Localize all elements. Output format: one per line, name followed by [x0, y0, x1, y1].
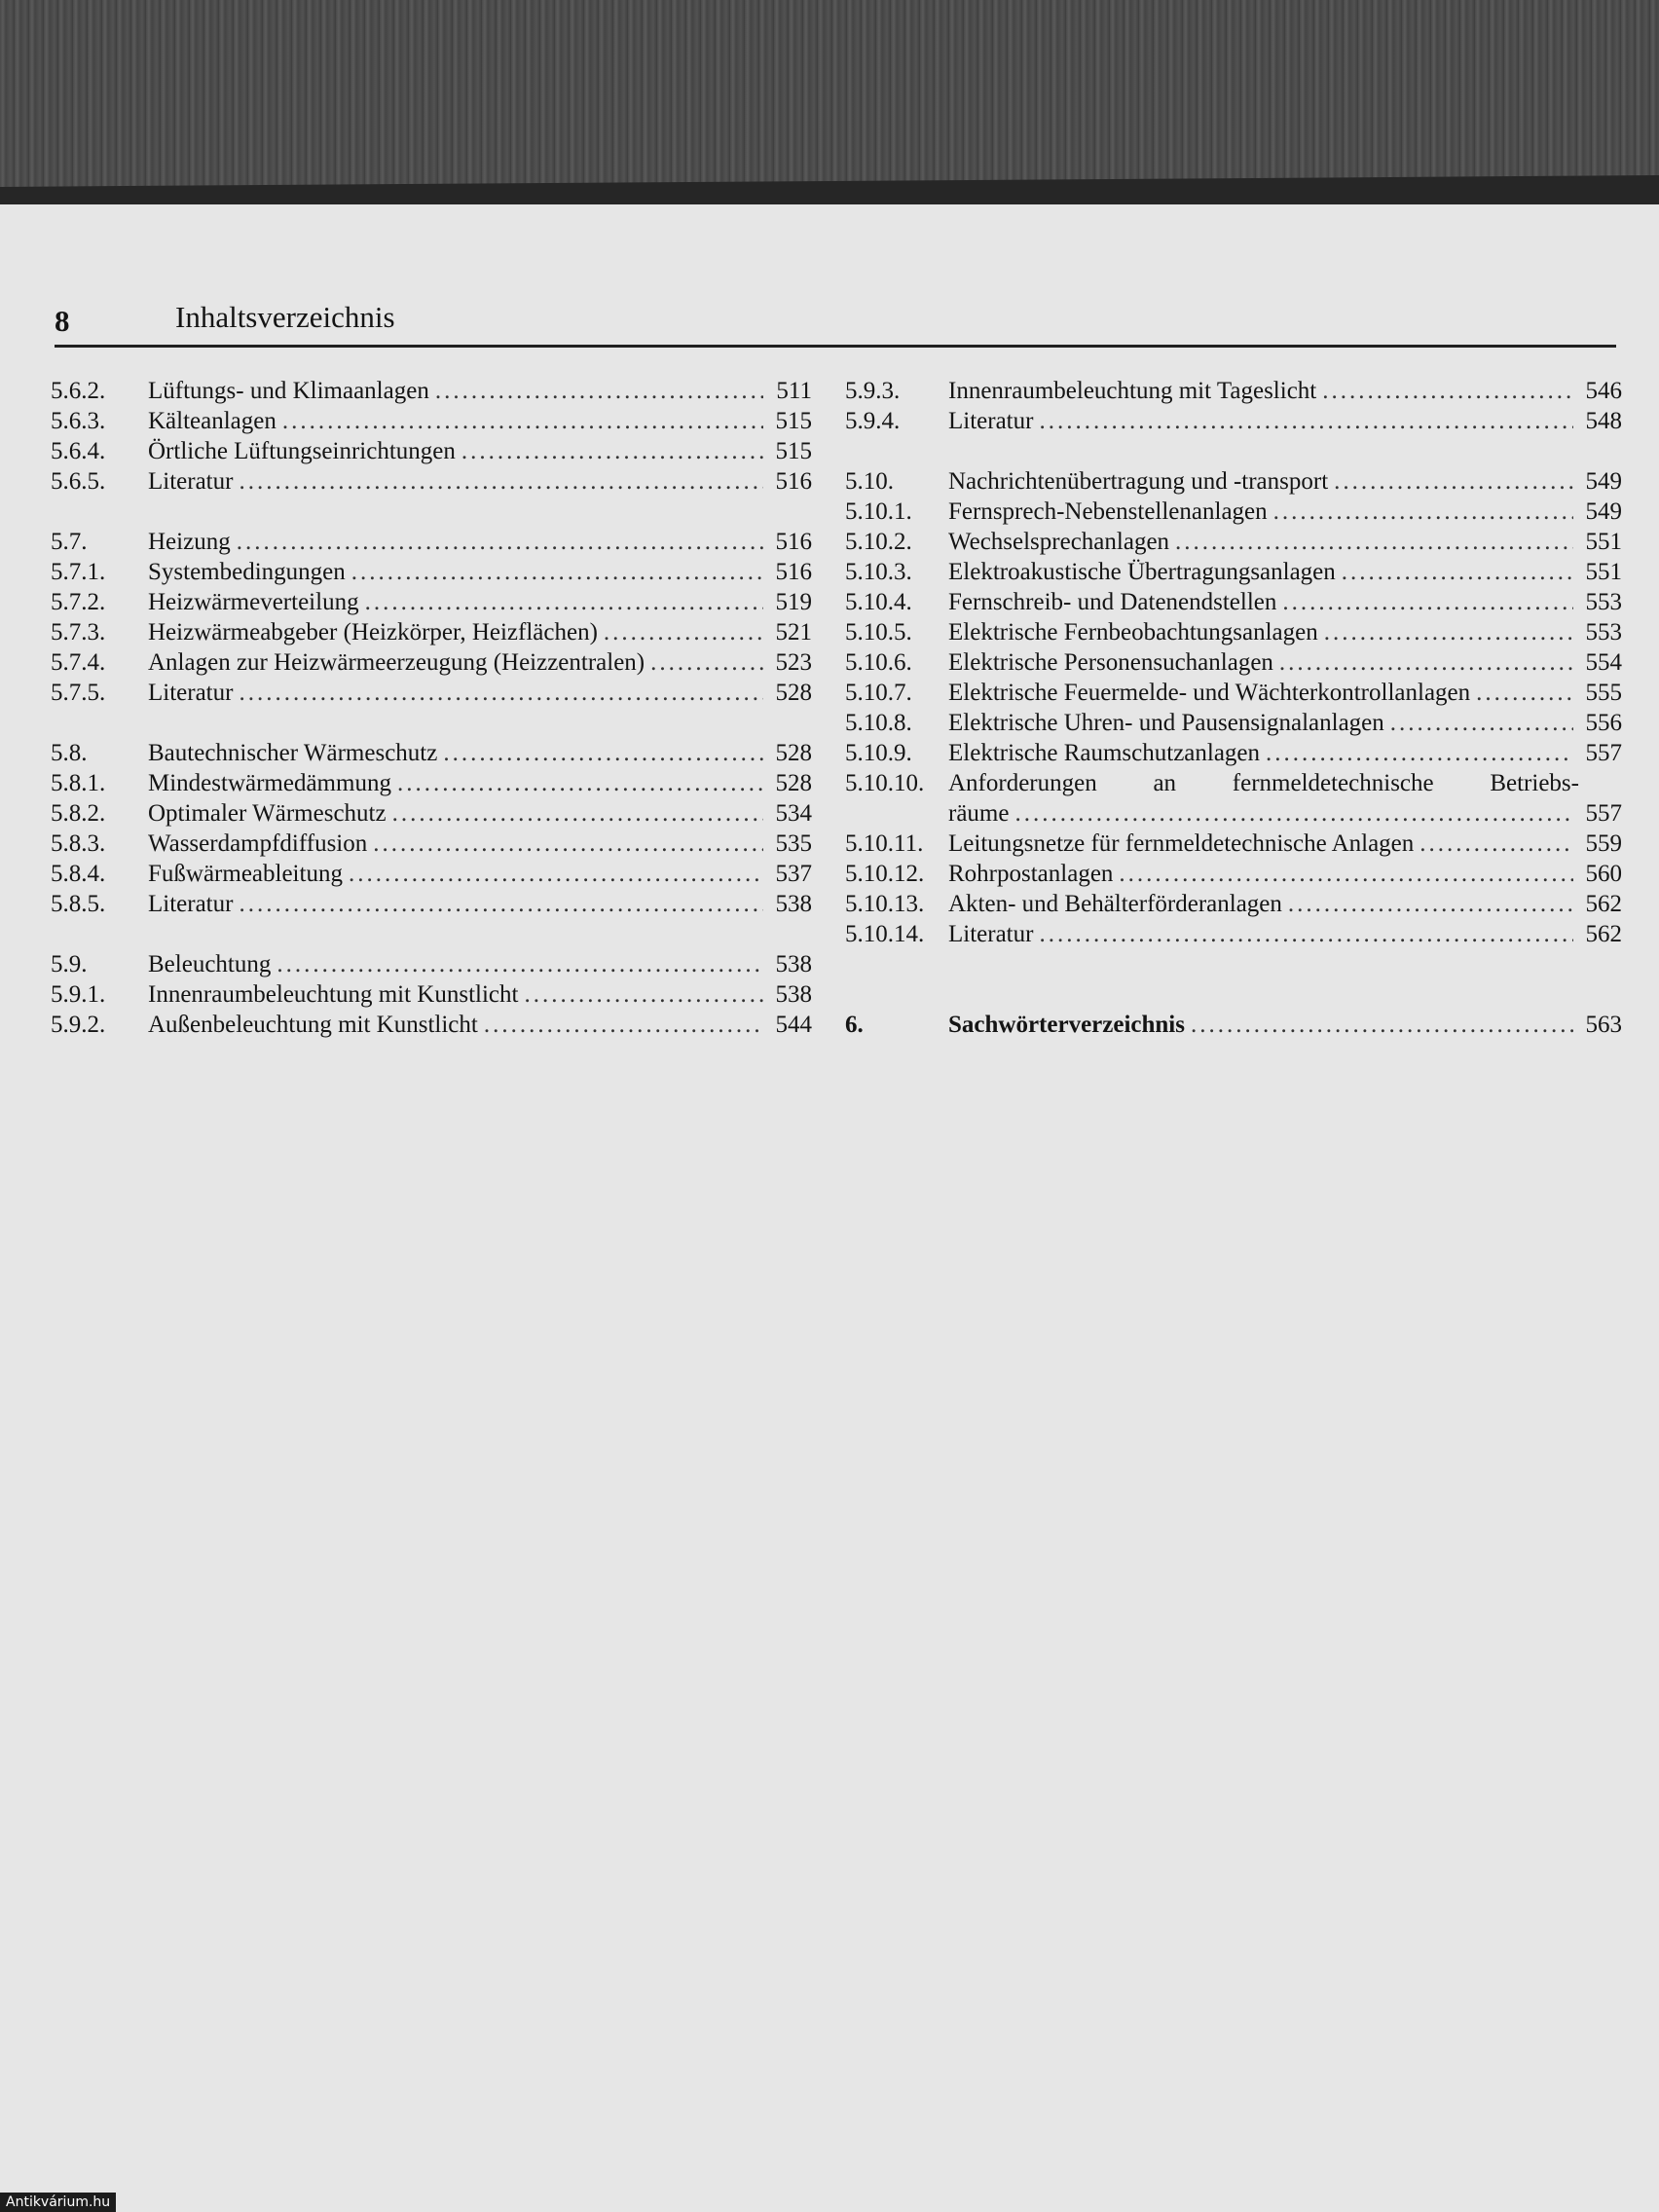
dot-leader	[349, 859, 763, 889]
toc-entry[interactable]	[845, 376, 1622, 406]
dot-leader	[1476, 678, 1573, 708]
toc-number: 5.10.1.	[845, 498, 912, 525]
toc-number: 5.9.2.	[51, 1012, 106, 1038]
toc-page: 563	[1585, 1012, 1622, 1038]
toc-number: 5.8.3.	[51, 830, 106, 857]
toc-number: 5.9.4.	[845, 408, 901, 434]
dot-leader	[397, 768, 763, 798]
toc-page: 562	[1585, 891, 1622, 917]
toc-page: 537	[775, 861, 812, 887]
toc-page: 562	[1585, 921, 1622, 947]
toc-number: 5.7.1.	[51, 559, 106, 585]
toc-title: Literatur	[148, 680, 234, 706]
toc-title-word: Betriebs-	[1490, 770, 1579, 796]
toc-number: 5.10.2.	[845, 529, 912, 555]
toc-page: 519	[775, 589, 812, 615]
toc-entry[interactable]	[51, 889, 812, 919]
toc-title-word: Anforderungen	[948, 770, 1097, 796]
toc-right-column	[845, 376, 1622, 1040]
toc-number: 5.9.3.	[845, 378, 901, 404]
toc-number: 5.10.6.	[845, 649, 912, 676]
toc-entry[interactable]	[845, 919, 1622, 949]
toc-page: 516	[775, 559, 812, 585]
toc-title: Elektrische Personensuchanlagen	[948, 649, 1273, 676]
toc-entry[interactable]	[51, 436, 812, 466]
dot-leader	[1039, 919, 1573, 949]
toc-entry[interactable]	[51, 768, 812, 798]
toc-title: Optimaler Wärmeschutz	[148, 800, 387, 827]
toc-number: 5.6.2.	[51, 378, 106, 404]
toc-entry[interactable]	[845, 557, 1622, 587]
toc-number: 5.6.3.	[51, 408, 106, 434]
toc-title-word: fernmeldetechnische	[1232, 770, 1434, 796]
toc-title: Systembedingungen	[148, 559, 346, 585]
toc-entry[interactable]	[845, 889, 1622, 919]
toc-title-line1	[948, 768, 1579, 798]
toc-title: Elektrische Feuermelde- und Wächterkontrollanlagen	[948, 680, 1471, 706]
dot-leader	[1039, 406, 1573, 436]
toc-number: 5.10.	[845, 468, 894, 495]
toc-title: Rohrpostanlagen	[948, 861, 1114, 887]
toc-number: 5.7.	[51, 529, 88, 555]
dot-leader	[373, 829, 763, 859]
dot-leader	[1419, 829, 1573, 859]
dot-leader	[1266, 738, 1573, 768]
toc-page: 528	[775, 680, 812, 706]
toc-number: 5.7.2.	[51, 589, 106, 615]
toc-title: Leitungsnetze für fernmeldetechnische Anlagen	[948, 830, 1415, 857]
toc-entry[interactable]	[845, 1010, 1622, 1040]
toc-entry-wrapped-line2[interactable]	[845, 798, 1622, 829]
toc-entry[interactable]	[845, 466, 1622, 497]
toc-entry[interactable]	[51, 406, 812, 436]
toc-page: 535	[775, 830, 812, 857]
toc-page: 538	[775, 891, 812, 917]
toc-entry[interactable]	[51, 617, 812, 647]
toc-number: 5.10.10.	[845, 770, 925, 796]
toc-entry[interactable]	[845, 647, 1622, 678]
toc-entry[interactable]	[51, 738, 812, 768]
dot-leader	[351, 557, 763, 587]
dot-leader	[1342, 557, 1573, 587]
toc-number: 5.10.7.	[845, 680, 912, 706]
toc-page: 556	[1585, 710, 1622, 736]
toc-page: 516	[775, 529, 812, 555]
toc-left-column	[51, 376, 812, 1040]
toc-page: 546	[1585, 378, 1622, 404]
dot-leader	[239, 678, 763, 708]
toc-title: Sachwörterverzeichnis	[948, 1012, 1185, 1038]
page-header	[55, 300, 1616, 348]
toc-page: 511	[776, 378, 812, 404]
toc-page: 544	[775, 1012, 812, 1038]
dot-leader	[1390, 708, 1573, 738]
dot-leader	[443, 738, 763, 768]
toc-number: 5.6.5.	[51, 468, 106, 495]
toc-page: 554	[1585, 649, 1622, 676]
toc-page: 516	[775, 468, 812, 495]
toc-page: 523	[775, 649, 812, 676]
toc-number: 5.10.8.	[845, 710, 912, 736]
toc-page: 549	[1585, 468, 1622, 495]
toc-number: 5.6.4.	[51, 438, 106, 464]
dot-leader	[1273, 497, 1573, 527]
toc-page: 548	[1585, 408, 1622, 434]
toc-entry[interactable]	[51, 647, 812, 678]
toc-title: Elektroakustische Übertragungsanlagen	[948, 559, 1336, 585]
toc-number: 5.8.	[51, 740, 88, 766]
toc-entry[interactable]	[51, 527, 812, 557]
toc-entry[interactable]	[51, 1010, 812, 1040]
toc-number: 6.	[845, 1012, 864, 1038]
toc-number: 5.7.4.	[51, 649, 106, 676]
toc-title: Heizwärmeabgeber (Heizkörper, Heizflächen)	[148, 619, 598, 645]
dot-leader	[237, 527, 763, 557]
dot-leader	[1282, 587, 1573, 617]
toc-page: 559	[1585, 830, 1622, 857]
toc-page: 538	[775, 981, 812, 1008]
toc-entry-wrapped-line1[interactable]	[845, 768, 1622, 798]
toc-entry[interactable]	[845, 527, 1622, 557]
toc-title: Örtliche Lüftungseinrichtungen	[148, 438, 456, 464]
dot-leader	[461, 436, 763, 466]
toc-entry[interactable]	[845, 829, 1622, 859]
toc-entry[interactable]	[51, 949, 812, 979]
toc-page: 549	[1585, 498, 1622, 525]
dot-leader	[524, 979, 763, 1010]
toc-entry[interactable]	[51, 557, 812, 587]
toc-title: Heizung	[148, 529, 231, 555]
toc-page: 534	[775, 800, 812, 827]
toc-page: 521	[775, 619, 812, 645]
running-title: Inhaltsverzeichnis	[175, 300, 395, 334]
toc-page: 560	[1585, 861, 1622, 887]
toc-number: 5.8.1.	[51, 770, 106, 796]
dot-leader	[239, 466, 763, 497]
toc-entry[interactable]	[845, 617, 1622, 647]
toc-title-line2: räume	[948, 800, 1010, 827]
toc-title: Kälteanlagen	[148, 408, 276, 434]
toc-entry[interactable]	[845, 708, 1622, 738]
toc-title: Elektrische Uhren- und Pausensignalanlagen	[948, 710, 1384, 736]
toc-page: 553	[1585, 619, 1622, 645]
toc-page: 528	[775, 770, 812, 796]
toc-entry[interactable]	[845, 497, 1622, 527]
toc-title: Lüftungs- und Klimaanlagen	[148, 378, 429, 404]
toc-page: 515	[775, 408, 812, 434]
dot-leader	[1288, 889, 1573, 919]
dot-leader	[435, 376, 763, 406]
toc-entry[interactable]	[51, 678, 812, 708]
toc-title: Außenbeleuchtung mit Kunstlicht	[148, 1012, 478, 1038]
toc-title: Literatur	[148, 891, 234, 917]
toc-entry[interactable]	[51, 829, 812, 859]
toc-number: 5.7.3.	[51, 619, 106, 645]
toc-entry[interactable]	[51, 798, 812, 829]
toc-title: Fußwärmeableitung	[148, 861, 343, 887]
toc-page: 551	[1585, 529, 1622, 555]
toc-number: 5.9.	[51, 951, 88, 977]
toc-number: 5.8.5.	[51, 891, 106, 917]
toc-number: 5.7.5.	[51, 680, 106, 706]
toc-title: Heizwärmeverteilung	[148, 589, 359, 615]
toc-number: 5.8.4.	[51, 861, 106, 887]
toc-title: Mindestwärmedämmung	[148, 770, 391, 796]
toc-title: Elektrische Fernbeobachtungsanlagen	[948, 619, 1318, 645]
toc-title: Fernschreib- und Datenendstellen	[948, 589, 1277, 615]
toc-title: Literatur	[148, 468, 234, 495]
toc-page: 553	[1585, 589, 1622, 615]
dot-leader	[276, 949, 763, 979]
toc-title: Wasserdampfdiffusion	[148, 830, 368, 857]
toc-page: 557	[1585, 740, 1622, 766]
toc-title: Innenraumbeleuchtung mit Tageslicht	[948, 378, 1317, 404]
toc-number: 5.9.1.	[51, 981, 106, 1008]
toc-title: Beleuchtung	[148, 951, 272, 977]
dot-leader	[1334, 466, 1573, 497]
toc-title: Anlagen zur Heizwärmeerzeugung (Heizzentralen)	[148, 649, 645, 676]
toc-number: 5.10.4.	[845, 589, 912, 615]
toc-title: Bautechnischer Wärmeschutz	[148, 740, 438, 766]
toc-title: Fernsprech-Nebenstellenanlagen	[948, 498, 1268, 525]
dot-leader	[392, 798, 763, 829]
book-page	[0, 204, 1659, 2212]
dot-leader	[1279, 647, 1573, 678]
toc-entry[interactable]	[845, 587, 1622, 617]
toc-number: 5.10.12.	[845, 861, 925, 887]
toc-title: Wechselsprechanlagen	[948, 529, 1170, 555]
toc-entry[interactable]	[51, 859, 812, 889]
toc-entry[interactable]	[845, 859, 1622, 889]
toc-number: 5.10.14.	[845, 921, 925, 947]
dot-leader	[1119, 859, 1573, 889]
toc-number: 5.10.5.	[845, 619, 912, 645]
toc-title: Literatur	[948, 921, 1034, 947]
toc-entry[interactable]	[51, 466, 812, 497]
toc-page: 555	[1585, 680, 1622, 706]
dot-leader	[484, 1010, 763, 1040]
dot-leader	[1191, 1010, 1573, 1040]
dot-leader	[1014, 798, 1573, 829]
toc-title: Innenraumbeleuchtung mit Kunstlicht	[148, 981, 519, 1008]
dot-leader	[604, 617, 763, 647]
dot-leader	[1324, 617, 1573, 647]
dot-leader	[1175, 527, 1573, 557]
dot-leader	[1322, 376, 1573, 406]
toc-entry[interactable]	[51, 376, 812, 406]
toc-number: 5.8.2.	[51, 800, 106, 827]
toc-page: 528	[775, 740, 812, 766]
toc-entry[interactable]	[51, 587, 812, 617]
toc-entry[interactable]	[845, 738, 1622, 768]
toc-page: 538	[775, 951, 812, 977]
watermark: Antikvárium.hu	[0, 2193, 116, 2212]
toc-entry[interactable]	[845, 406, 1622, 436]
dot-leader	[365, 587, 763, 617]
dot-leader	[239, 889, 763, 919]
toc-title: Nachrichtenübertragung und -transport	[948, 468, 1329, 495]
toc-number: 5.10.13.	[845, 891, 925, 917]
toc-title: Akten- und Behälterförderanlagen	[948, 891, 1282, 917]
toc-page: 551	[1585, 559, 1622, 585]
toc-number: 5.10.3.	[845, 559, 912, 585]
toc-number: 5.10.11.	[845, 830, 924, 857]
toc-title-word: an	[1153, 770, 1177, 796]
dot-leader	[282, 406, 763, 436]
toc-title: Elektrische Raumschutzanlagen	[948, 740, 1261, 766]
toc-page: 557	[1585, 800, 1622, 827]
toc-page: 515	[775, 438, 812, 464]
dot-leader	[650, 647, 763, 678]
toc-entry[interactable]	[51, 979, 812, 1010]
page-number: 8	[55, 304, 70, 338]
toc-title: Literatur	[948, 408, 1034, 434]
toc-entry[interactable]	[845, 678, 1622, 708]
toc-number: 5.10.9.	[845, 740, 912, 766]
